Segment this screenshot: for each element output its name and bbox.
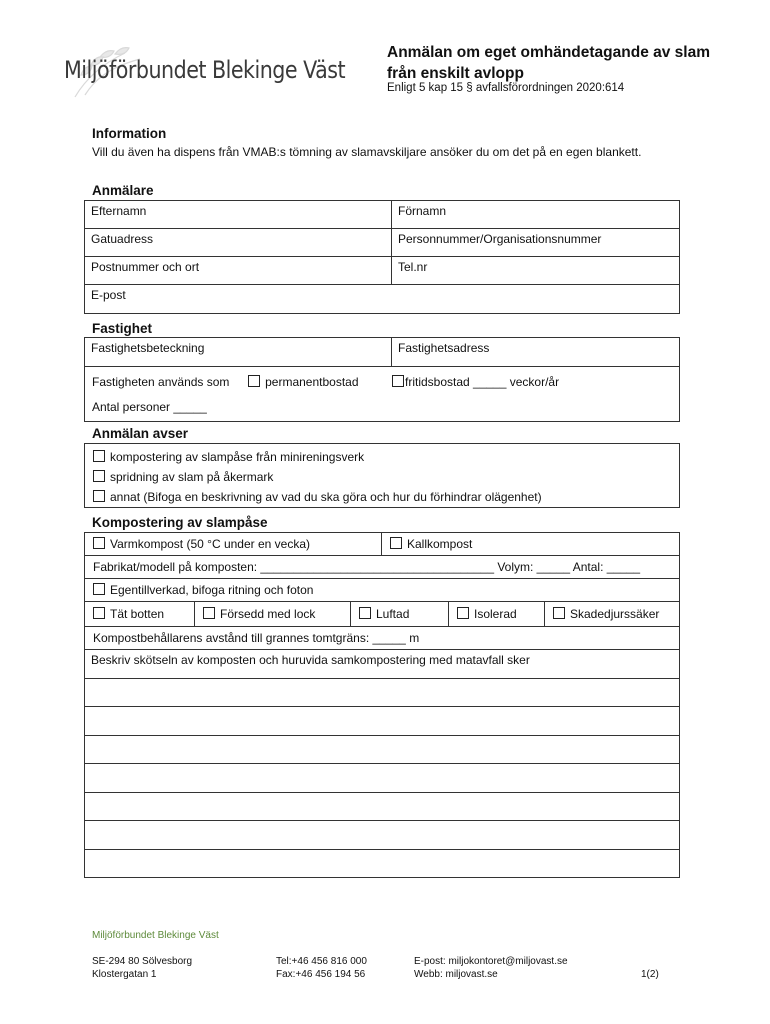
avser-cell	[85, 444, 680, 508]
antal-personer-field[interactable]: Antal personer _____	[92, 400, 207, 414]
kallkompost-checkbox[interactable]	[390, 537, 402, 549]
annat-label: annat (Bifoga en beskrivning av vad du ska göra och hur du förhindrar olägenhet)	[110, 490, 542, 504]
anvandning-cell	[85, 367, 680, 422]
footer-phone	[276, 955, 367, 981]
varmkompost-checkbox[interactable]	[93, 537, 105, 549]
kallkompost-label: Kallkompost	[407, 537, 473, 551]
lock-cell	[195, 602, 351, 627]
beskriv-line[interactable]	[85, 793, 680, 821]
avser-table	[84, 443, 680, 508]
luftad-checkbox[interactable]	[359, 607, 371, 619]
tat-botten-label: Tät botten	[110, 607, 165, 621]
slampase-checkbox[interactable]	[93, 450, 105, 462]
form-subtitle: Enligt 5 kap 15 § avfallsförordningen 2020:614	[387, 82, 625, 94]
avser-heading: Anmälan avser	[92, 426, 189, 441]
lock-label: Försedd med lock	[220, 607, 316, 621]
skadedjur-checkbox[interactable]	[553, 607, 565, 619]
information-text: Vill du även ha dispens från VMAB:s tömning av slamavskiljare ansöker du om det på en egen blankett.	[92, 145, 642, 159]
efternamn-field[interactable]: Efternamn	[85, 201, 392, 229]
skadedjur-label: Skadedjurssäker	[570, 607, 660, 621]
footer-email: E-post: miljokontoret@miljovast.se	[414, 956, 568, 967]
footer-address-line2: Klostergatan 1	[92, 969, 157, 980]
beskriv-line[interactable]	[85, 821, 680, 850]
fabrikat-field[interactable]: Fabrikat/modell på komposten: ___________________________________ Volym: _____ Antal: _____	[85, 556, 680, 579]
footer-web: Webb: miljovast.se	[414, 969, 498, 980]
isolerad-cell	[449, 602, 545, 627]
fornamn-field[interactable]: Förnamn	[392, 201, 680, 229]
isolerad-label: Isolerad	[474, 607, 517, 621]
isolerad-checkbox[interactable]	[457, 607, 469, 619]
logo-text: Miljöförbundet Blekinge Väst	[64, 56, 346, 84]
footer-tel: Tel:+46 456 816 000	[276, 956, 367, 967]
kompostering-options-table	[84, 601, 680, 627]
footer-address-line1: SE-294 80 Sölvesborg	[92, 956, 193, 967]
footer-contact	[414, 955, 568, 981]
beskriv-line[interactable]	[85, 850, 680, 878]
kompostering-heading: Kompostering av slampåse	[92, 515, 268, 530]
fastighetsadress-field[interactable]: Fastighetsadress	[392, 338, 680, 367]
luftad-label: Luftad	[376, 607, 410, 621]
page-number: 1(2)	[641, 969, 659, 980]
beskrivning-table	[84, 626, 680, 878]
varmkompost-label: Varmkompost (50 °C under en vecka)	[110, 537, 310, 551]
telefon-field[interactable]: Tel.nr	[392, 257, 680, 285]
fastighet-table	[84, 337, 680, 422]
beskriv-line[interactable]	[85, 736, 680, 764]
kallkompost-cell	[382, 533, 680, 556]
beskriv-field[interactable]: Beskriv skötseln av komposten och huruvida samkompostering med matavfall sker	[85, 650, 680, 679]
permanentbostad-label: permanentbostad	[265, 375, 359, 389]
footer-fax: Fax:+46 456 194 56	[276, 969, 366, 980]
luftad-cell	[351, 602, 449, 627]
egentillverkad-checkbox[interactable]	[93, 583, 105, 595]
kompostering-table-top	[84, 532, 680, 556]
avstand-field[interactable]: Kompostbehållarens avstånd till grannes tomtgräns: _____ m	[85, 627, 680, 650]
epost-field[interactable]: E-post	[85, 285, 680, 314]
tat-botten-cell	[85, 602, 195, 627]
fritidsbostad-label: fritidsbostad _____ veckor/år	[405, 375, 560, 389]
fastighet-heading: Fastighet	[92, 321, 153, 336]
anvands-label: Fastigheten används som	[92, 375, 230, 389]
egentillverkad-cell	[85, 579, 680, 602]
anmalare-heading: Anmälare	[92, 183, 154, 198]
beskriv-line[interactable]	[85, 707, 680, 736]
beskriv-line[interactable]	[85, 679, 680, 707]
information-heading: Information	[92, 126, 167, 141]
form-title: Anmälan om eget omhändetagande av slam från enskilt avlopp	[387, 44, 711, 82]
gatuadress-field[interactable]: Gatuadress	[85, 229, 392, 257]
footer-address	[92, 955, 192, 981]
skadedjur-cell	[545, 602, 680, 627]
lock-checkbox[interactable]	[203, 607, 215, 619]
spridning-checkbox[interactable]	[93, 470, 105, 482]
slampase-label: kompostering av slampåse från minireningsverk	[110, 450, 365, 464]
permanentbostad-checkbox[interactable]	[248, 375, 260, 387]
varmkompost-cell	[85, 533, 382, 556]
fastighetsbeteckning-field[interactable]: Fastighetsbeteckning	[85, 338, 392, 367]
egentillverkad-label: Egentillverkad, bifoga ritning och foton	[110, 583, 314, 597]
tat-botten-checkbox[interactable]	[93, 607, 105, 619]
spridning-label: spridning av slam på åkermark	[110, 470, 274, 484]
fritidsbostad-checkbox[interactable]	[392, 375, 404, 387]
kompostering-table-mid	[84, 555, 680, 602]
annat-checkbox[interactable]	[93, 490, 105, 502]
anmalare-table	[84, 200, 680, 314]
beskriv-line[interactable]	[85, 764, 680, 793]
personnummer-field[interactable]: Personnummer/Organisationsnummer	[392, 229, 680, 257]
postnummer-field[interactable]: Postnummer och ort	[85, 257, 392, 285]
footer-organisation: Miljöförbundet Blekinge Väst	[92, 930, 219, 941]
